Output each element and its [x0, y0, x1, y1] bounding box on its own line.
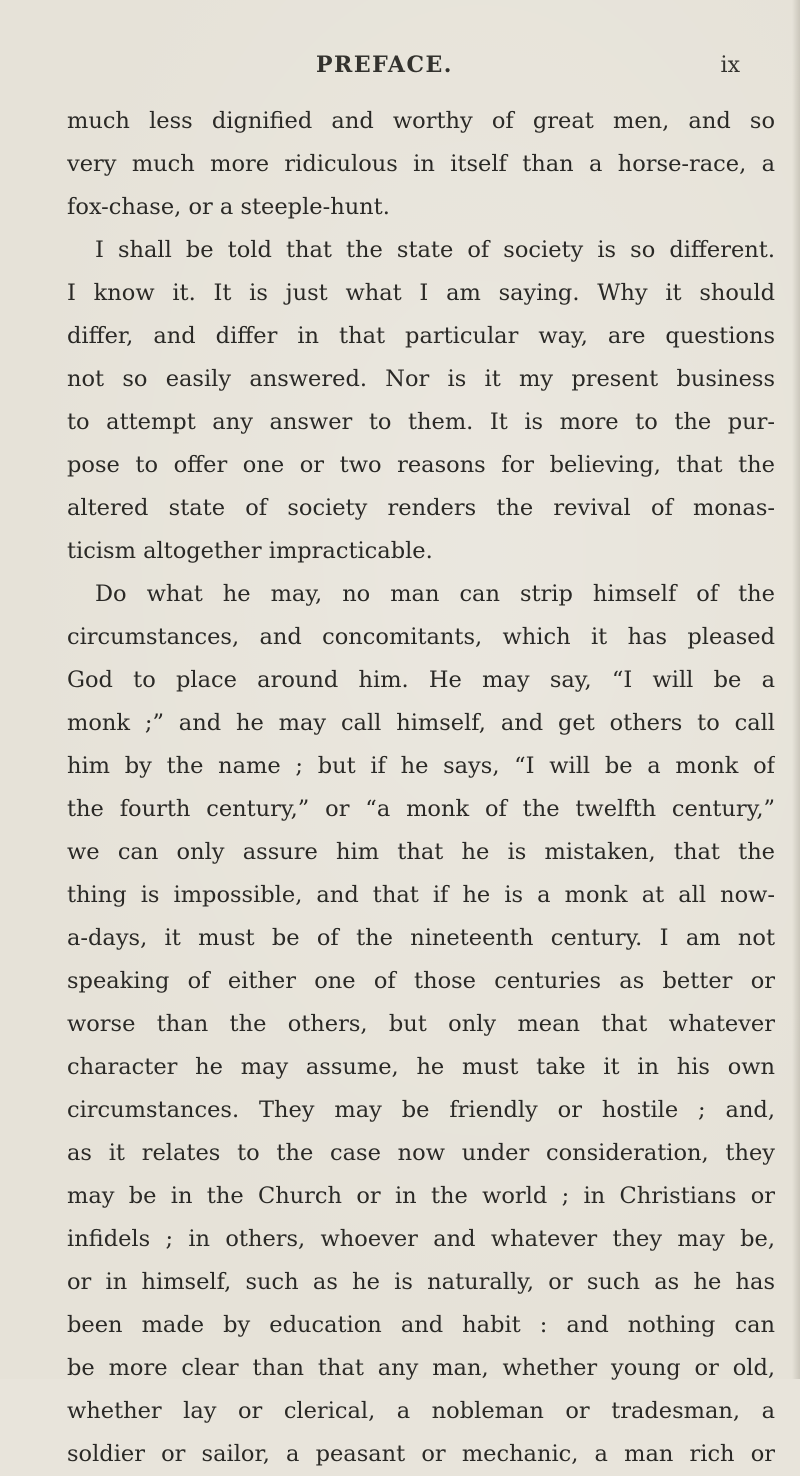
text-line: worse than the others, but only mean that whatever — [67, 1011, 775, 1037]
text-line: monk ;” and he may call himself, and get others to call — [67, 710, 775, 736]
text-line: circumstances, and concomitants, which it has pleased — [67, 624, 775, 650]
text-line: differ, and differ in that particular way, are questions — [67, 323, 775, 349]
text-line: fox-chase, or a steeple-hunt. — [67, 194, 390, 220]
text-line: him by the name ; but if he says, “I will be a monk of — [67, 753, 775, 779]
page-edge-shadow — [792, 0, 800, 1379]
body-text — [67, 100, 775, 1476]
text-line: thing is impossible, and that if he is a monk at all now- — [67, 882, 775, 908]
text-line: as it relates to the case now under consideration, they — [67, 1140, 775, 1166]
text-line: pose to offer one or two reasons for believing, that the — [67, 452, 775, 478]
text-line: be more clear than that any man, whether young or old, — [67, 1355, 775, 1381]
text-line: to attempt any answer to them. It is more to the pur- — [67, 409, 775, 435]
running-head — [0, 52, 800, 82]
page-header-title: PREFACE. — [316, 52, 453, 78]
text-line: I know it. It is just what I am saying. Why it should — [67, 280, 775, 306]
text-line: the fourth century,” or “a monk of the twelfth century,” — [67, 796, 775, 822]
text-line: I shall be told that the state of society is so different. — [95, 237, 775, 263]
text-line: Do what he may, no man can strip himself of the — [95, 581, 775, 607]
text-line: God to place around him. He may say, “I will be a — [67, 667, 775, 693]
text-line: infidels ; in others, whoever and whatever they may be, — [67, 1226, 775, 1252]
text-line: soldier or sailor, a peasant or mechanic, a man rich or — [67, 1441, 775, 1467]
text-line: we can only assure him that he is mistaken, that the — [67, 839, 775, 865]
text-line: a-days, it must be of the nineteenth century. I am not — [67, 925, 775, 951]
text-line: not so easily answered. Nor is it my present business — [67, 366, 775, 392]
text-line: or in himself, such as he is naturally, or such as he has — [67, 1269, 775, 1295]
text-line: circumstances. They may be friendly or hostile ; and, — [67, 1097, 775, 1123]
text-line: character he may assume, he must take it in his own — [67, 1054, 775, 1080]
text-line: ticism altogether impracticable. — [67, 538, 433, 564]
page-number: ix — [720, 53, 740, 78]
text-line: whether lay or clerical, a nobleman or tradesman, a — [67, 1398, 775, 1424]
text-line: been made by education and habit : and nothing can — [67, 1312, 775, 1338]
text-line: much less dignified and worthy of great men, and so — [67, 108, 775, 134]
text-line: speaking of either one of those centuries as better or — [67, 968, 775, 994]
text-line: very much more ridiculous in itself than a horse-race, a — [67, 151, 775, 177]
text-line: altered state of society renders the revival of monas- — [67, 495, 775, 521]
text-line: may be in the Church or in the world ; in Christians or — [67, 1183, 775, 1209]
